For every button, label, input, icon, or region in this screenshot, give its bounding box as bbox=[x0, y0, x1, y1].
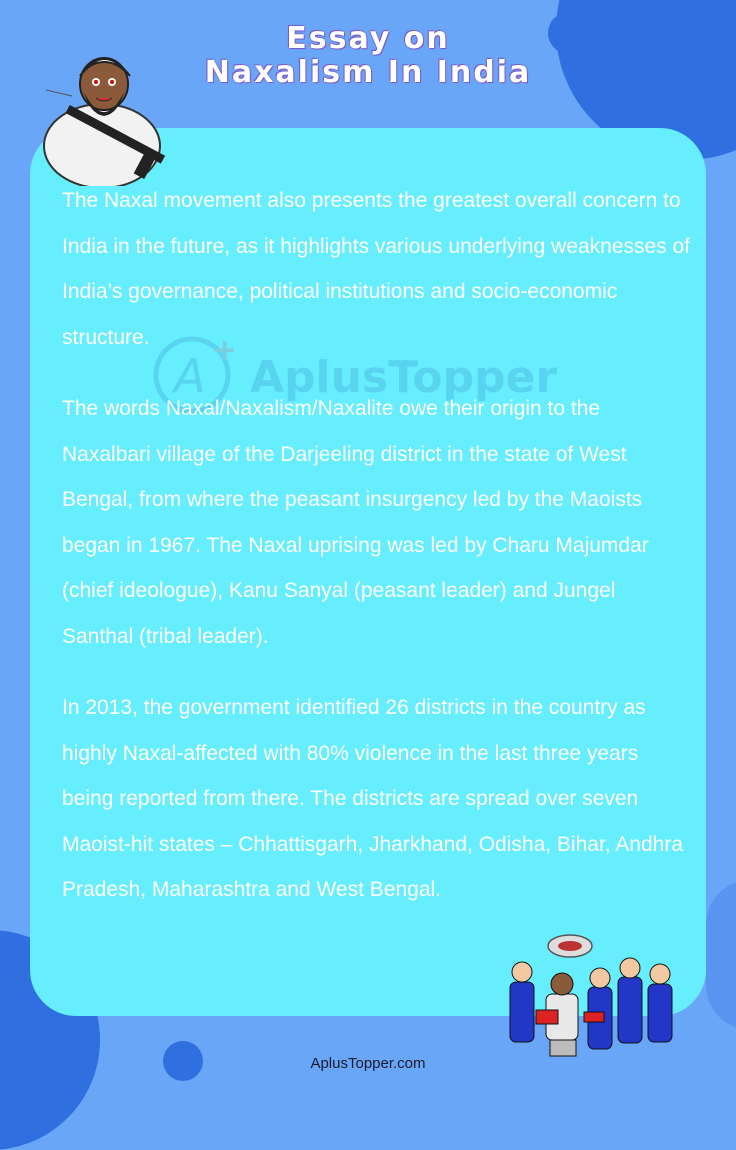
watermark-text: AplusTopper bbox=[250, 352, 558, 403]
paragraph-1: The Naxal movement also presents the greatest overall concern to India in the future, as it highlights various underlying weaknesses of India’s governance, political institutions and socio-economic structure. bbox=[62, 189, 691, 349]
footer-site-link[interactable]: AplusTopper.com bbox=[310, 1055, 426, 1072]
title-line-2: Naxalism In India bbox=[204, 55, 532, 90]
decor-blob-right bbox=[706, 880, 736, 1030]
title-line-1: Essay on bbox=[286, 21, 450, 56]
paragraph-2: The words Naxal/Naxalism/Naxalite owe their origin to the Naxalbari village of the Darjeeling district in the state of West Bengal, from where the peasant insurgency led by the Maoists began in 1967. The Naxal uprising was led by Charu Majumdar (chief ideologue), Kanu Sanyal (peasant leader) and Jungel Santhal (tribal leader). bbox=[62, 397, 649, 648]
svg-text:+: + bbox=[212, 333, 238, 368]
essay-body bbox=[62, 178, 692, 939]
svg-text:A: A bbox=[174, 349, 206, 403]
agents-cartoon-illustration bbox=[496, 932, 696, 1062]
paragraph-3: In 2013, the government identified 26 districts in the country as highly Naxal-affected with 80% violence in the last three years being reported from there. The districts are spread over seven Maoist-hit states – Chhattisgarh, Jharkhand, Odisha, Bihar, Andhra Pradesh, Maharashtra and West Bengal. bbox=[62, 696, 684, 901]
militant-cartoon-illustration bbox=[22, 36, 182, 186]
